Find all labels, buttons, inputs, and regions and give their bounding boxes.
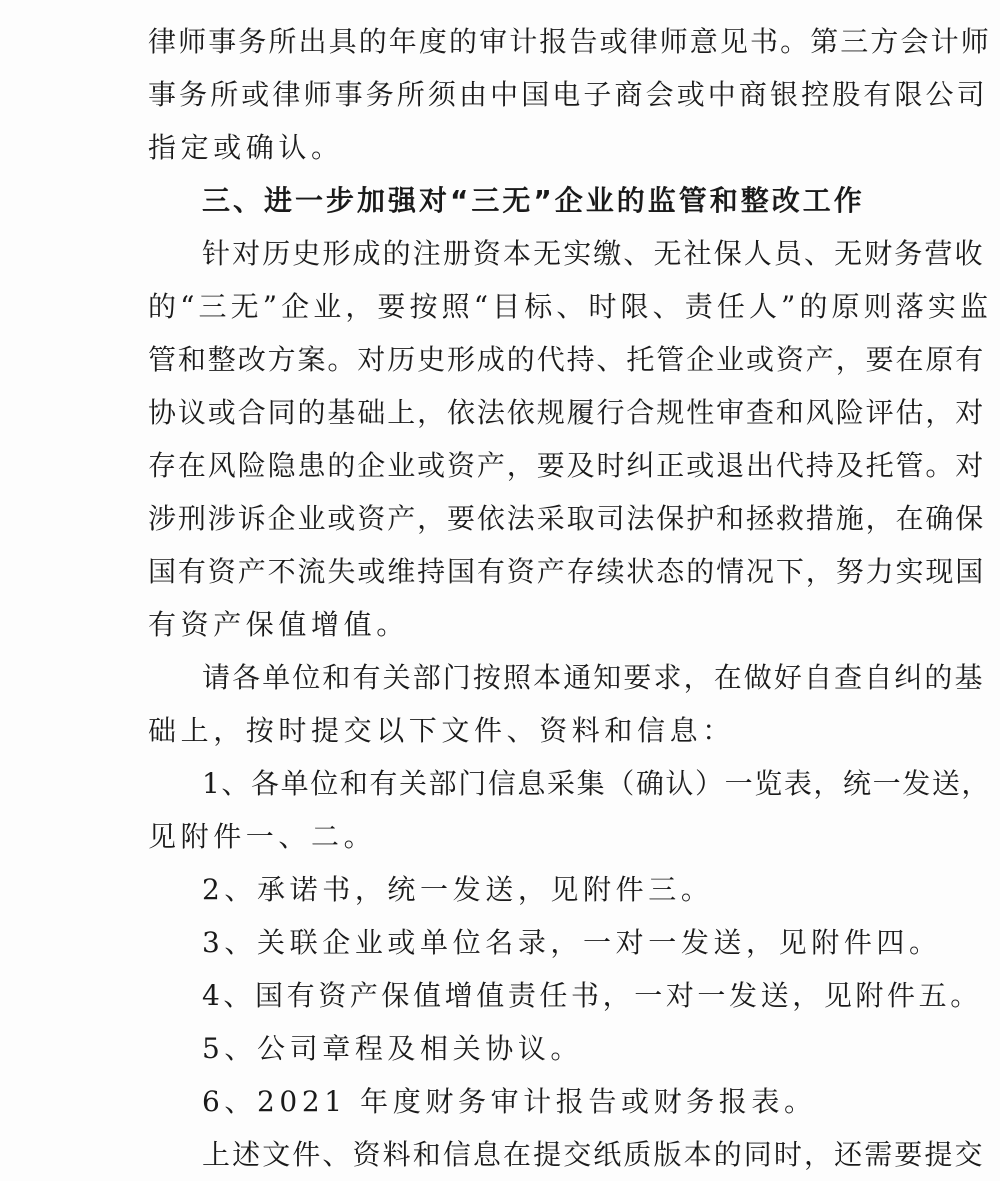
list-item-continuation: 见附件一、二。 <box>148 820 377 853</box>
list-item: 2、承诺书，统一发送，见附件三。 <box>202 873 714 906</box>
paragraph-line: 存在风险隐患的企业或资产，要及时纠正或退出代持及托管。对 <box>148 449 986 482</box>
paragraph-line: 础上，按时提交以下文件、资料和信息： <box>148 714 735 747</box>
paragraph-line: 涉刑涉诉企业或资产，要依法采取司法保护和拯救措施，在确保 <box>148 502 986 535</box>
paragraph-line: 协议或合同的基础上，依法依规履行合规性审查和风险评估，对 <box>148 396 986 429</box>
paragraph-line: 指定或确认。 <box>148 131 344 164</box>
list-item: 3、关联企业或单位名录，一对一发送，见附件四。 <box>202 926 942 959</box>
list-item: 4、国有资产保值增值责任书，一对一发送，见附件五。 <box>202 979 982 1012</box>
paragraph-line: 请各单位和有关部门按照本通知要求，在做好自查自纠的基 <box>202 661 985 694</box>
list-item: 6、2021 年度财务审计报告或财务报表。 <box>202 1085 817 1118</box>
list-item: 5、公司章程及相关协议。 <box>202 1032 584 1065</box>
paragraph-line: 的“三无”企业，要按照“目标、时限、责任人”的原则落实监 <box>148 290 993 323</box>
paragraph-line: 上述文件、资料和信息在提交纸质版本的同时，还需要提交 <box>202 1138 985 1171</box>
paragraph-line: 国有资产不流失或维持国有资产存续状态的情况下，努力实现国 <box>148 555 986 588</box>
paragraph-line: 管和整改方案。对历史形成的代持、托管企业或资产，要在原有 <box>148 343 986 376</box>
paragraph-line: 针对历史形成的注册资本无实缴、无社保人员、无财务营收 <box>202 237 985 270</box>
paragraph-line: 事务所或律师事务所须由中国电子商会或中商银控股有限公司 <box>148 78 988 111</box>
paragraph-line: 有资产保值增值。 <box>148 608 409 641</box>
paragraph-line: 律师事务所出具的年度的审计报告或律师意见书。第三方会计师 <box>148 25 991 58</box>
list-item: 1、各单位和有关部门信息采集（确认）一览表，统一发送， <box>202 767 992 800</box>
section-heading: 三、进一步加强对“三无”企业的监管和整改工作 <box>202 184 865 217</box>
